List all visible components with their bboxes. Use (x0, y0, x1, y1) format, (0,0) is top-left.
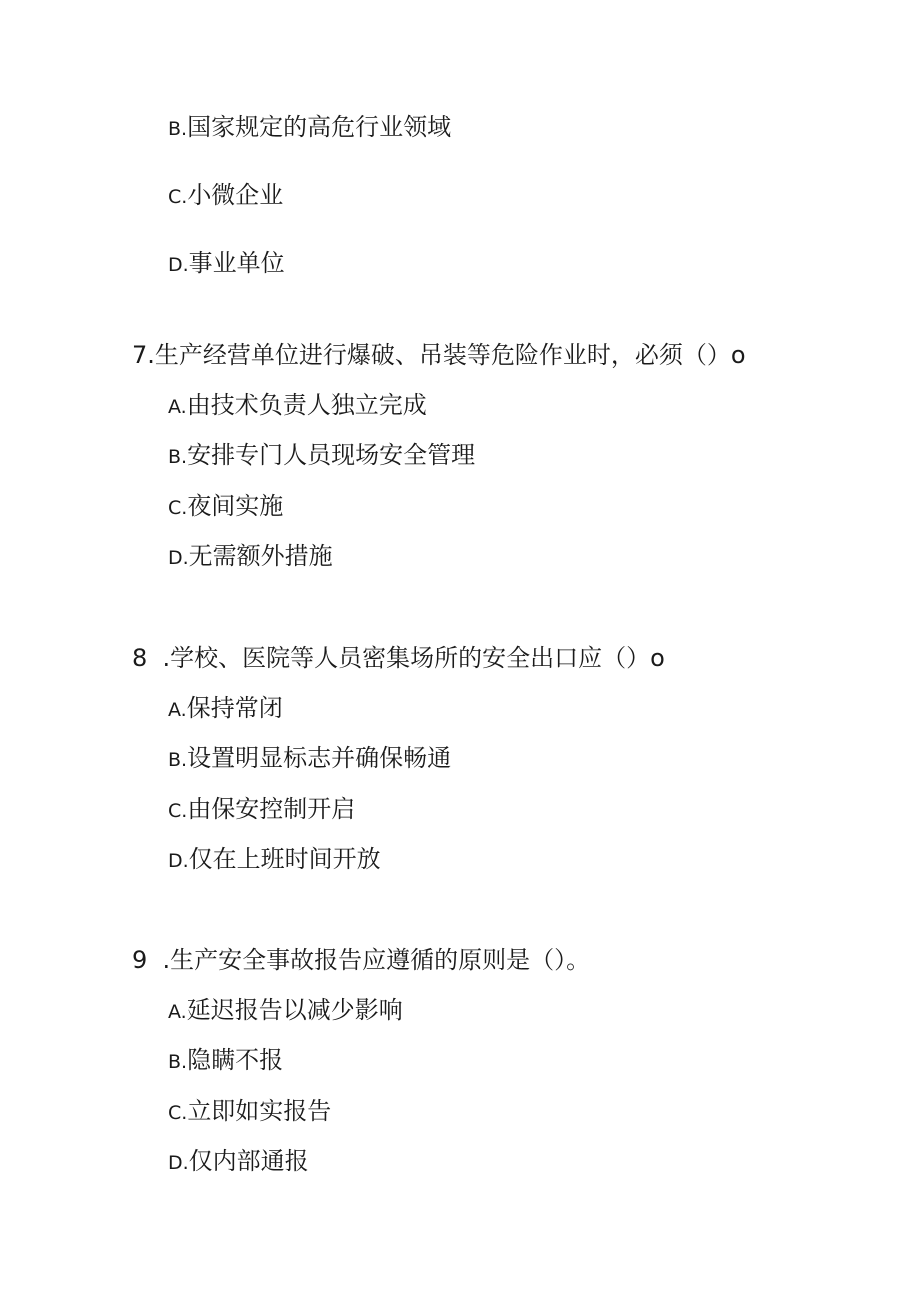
option-8-a (168, 693, 283, 725)
option-letter: B. (168, 749, 188, 771)
option-8-c (168, 794, 355, 826)
option-text: 夜间实施 (187, 492, 284, 520)
option-9-d (168, 1146, 309, 1178)
option-8-b (168, 743, 451, 775)
option-letter: B. (168, 446, 188, 468)
option-text: 延迟报告以减少影响 (186, 996, 403, 1024)
option-letter: A. (168, 396, 187, 418)
option-7-b (168, 440, 475, 472)
option-7-c (168, 491, 283, 523)
option-letter: D. (168, 1152, 189, 1174)
option-text: 立即如实报告 (187, 1097, 332, 1125)
option-letter: A. (168, 1001, 187, 1023)
option-letter: C. (168, 1102, 188, 1124)
option-letter: C. (168, 497, 188, 519)
option-letter: A. (168, 699, 187, 721)
option-text: 事业单位 (188, 249, 285, 277)
option-text: 仅内部通报 (188, 1147, 309, 1175)
option-text: 无需额外措施 (188, 542, 333, 570)
option-letter: D. (168, 547, 189, 569)
option-6-b (168, 112, 451, 144)
option-7-d (168, 541, 333, 573)
option-letter: B. (168, 1051, 188, 1073)
question-8-stem: 8 .学校、医院等人员密集场所的安全出口应（）o (132, 644, 665, 672)
option-letter: D. (168, 254, 189, 276)
option-text: 设置明显标志并确保畅通 (187, 744, 452, 772)
option-text: 保持常闭 (186, 694, 283, 722)
option-letter: C. (168, 186, 188, 208)
option-text: 安排专门人员现场安全管理 (187, 441, 476, 469)
option-9-c (168, 1096, 331, 1128)
option-8-d (168, 844, 381, 876)
option-text: 由技术负责人独立完成 (186, 391, 427, 419)
option-letter: D. (168, 850, 189, 872)
option-7-a (168, 390, 427, 422)
option-text: 隐瞒不报 (187, 1046, 284, 1074)
option-6-c (168, 180, 283, 212)
option-9-b (168, 1045, 283, 1077)
option-text: 由保安控制开启 (187, 795, 356, 823)
option-text: 国家规定的高危行业领域 (187, 113, 452, 141)
option-9-a (168, 995, 403, 1027)
option-text: 仅在上班时间开放 (188, 845, 381, 873)
option-6-d (168, 248, 285, 280)
option-text: 小微企业 (187, 181, 284, 209)
question-9-stem: 9 .生产安全事故报告应遵循的原则是（）。 (132, 946, 591, 974)
option-letter: C. (168, 800, 188, 822)
option-letter: B. (168, 118, 188, 140)
question-7-stem: 7.生产经营单位进行爆破、吊装等危险作业时，必须（）o (132, 341, 746, 369)
